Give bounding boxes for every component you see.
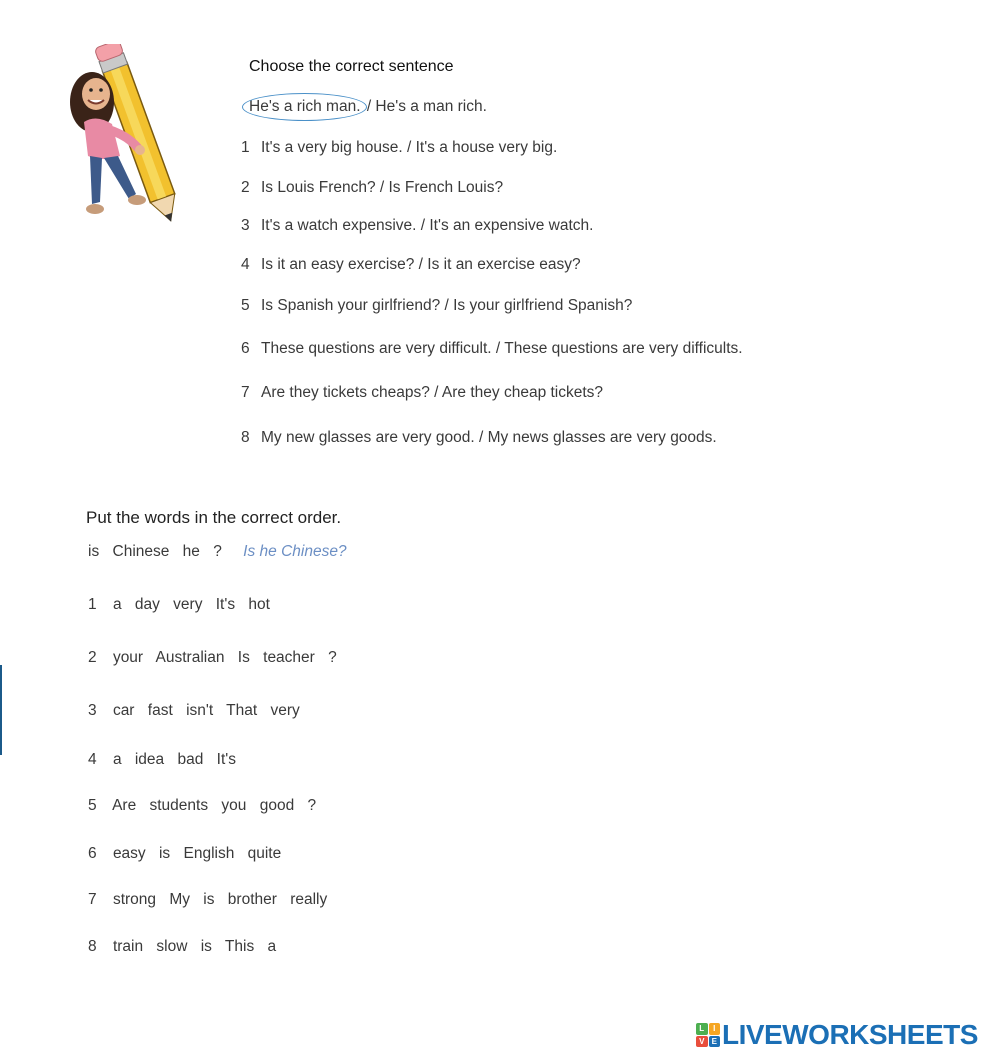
item-number: 4 <box>241 256 250 273</box>
item-number: 6 <box>88 845 97 862</box>
item-number: 2 <box>88 649 97 666</box>
order-item[interactable] <box>88 891 327 909</box>
logo-text: LIVEWORKSHEETS <box>722 1019 978 1050</box>
item-number: 5 <box>88 797 97 814</box>
girl-with-pencil-icon <box>66 44 186 229</box>
order-item[interactable] <box>88 596 270 614</box>
item-words: strong My is brother really <box>112 891 328 908</box>
item-words: easy is English quite <box>112 845 282 862</box>
choice-item[interactable] <box>241 340 743 358</box>
item-words: a idea bad It's <box>112 751 236 768</box>
item-text: Is it an easy exercise? / Is it an exercise easy? <box>261 256 581 273</box>
item-number: 2 <box>241 179 250 196</box>
item-number: 3 <box>88 702 97 719</box>
item-number: 4 <box>88 751 97 768</box>
item-text: Are they tickets cheaps? / Are they cheap tickets? <box>261 384 604 401</box>
item-text: Is Spanish your girlfriend? / Is your girlfriend Spanish? <box>261 297 633 314</box>
order-item[interactable] <box>88 797 316 815</box>
item-number: 7 <box>88 891 97 908</box>
example-words: is Chinese he ? <box>88 543 222 560</box>
order-item[interactable] <box>88 649 337 667</box>
choice-item[interactable] <box>241 429 717 447</box>
choice-item[interactable] <box>241 139 557 157</box>
choice-item[interactable] <box>241 217 593 235</box>
choice-item[interactable] <box>241 297 632 315</box>
item-number: 8 <box>241 429 250 446</box>
left-edge-mark <box>0 665 2 755</box>
liveworksheets-logo[interactable] <box>696 1018 978 1052</box>
example-alternative: / He's a man rich. <box>366 98 487 115</box>
order-item[interactable] <box>88 751 236 769</box>
item-text: It's a very big house. / It's a house very big. <box>261 139 558 156</box>
choice-item[interactable] <box>241 179 503 197</box>
section2-example <box>88 543 347 561</box>
section1-example <box>247 98 487 116</box>
choice-item[interactable] <box>241 256 581 274</box>
item-text: Is Louis French? / Is French Louis? <box>261 179 504 196</box>
item-number: 8 <box>88 938 97 955</box>
item-number: 1 <box>88 596 97 613</box>
order-item[interactable] <box>88 938 276 956</box>
item-number: 1 <box>241 139 250 156</box>
item-number: 3 <box>241 217 250 234</box>
logo-badge-letter: L <box>696 1023 708 1035</box>
example-answer: Is he Chinese? <box>243 543 347 560</box>
section1-title: Choose the correct sentence <box>249 58 454 75</box>
example-circled-answer: He's a rich man. <box>249 98 361 115</box>
item-number: 5 <box>241 297 250 314</box>
section2-title: Put the words in the correct order. <box>86 508 342 527</box>
item-text: These questions are very difficult. / These questions are very difficults. <box>261 340 743 357</box>
order-item[interactable] <box>88 845 281 863</box>
choice-item[interactable] <box>241 384 603 402</box>
logo-badge-icon <box>696 1023 720 1047</box>
item-words: train slow is This a <box>112 938 277 955</box>
item-number: 6 <box>241 340 250 357</box>
logo-badge-letter: I <box>709 1023 721 1035</box>
logo-badge-letter: E <box>709 1036 721 1048</box>
item-text: It's a watch expensive. / It's an expensive watch. <box>261 217 594 234</box>
logo-badge-letter: V <box>696 1036 708 1048</box>
item-words: a day very It's hot <box>112 596 270 613</box>
item-text: My new glasses are very good. / My news glasses are very goods. <box>261 429 717 446</box>
item-number: 7 <box>241 384 250 401</box>
item-words: Are students you good ? <box>112 797 317 814</box>
item-words: your Australian Is teacher ? <box>112 649 337 666</box>
item-words: car fast isn't That very <box>112 702 300 719</box>
order-item[interactable] <box>88 702 300 720</box>
